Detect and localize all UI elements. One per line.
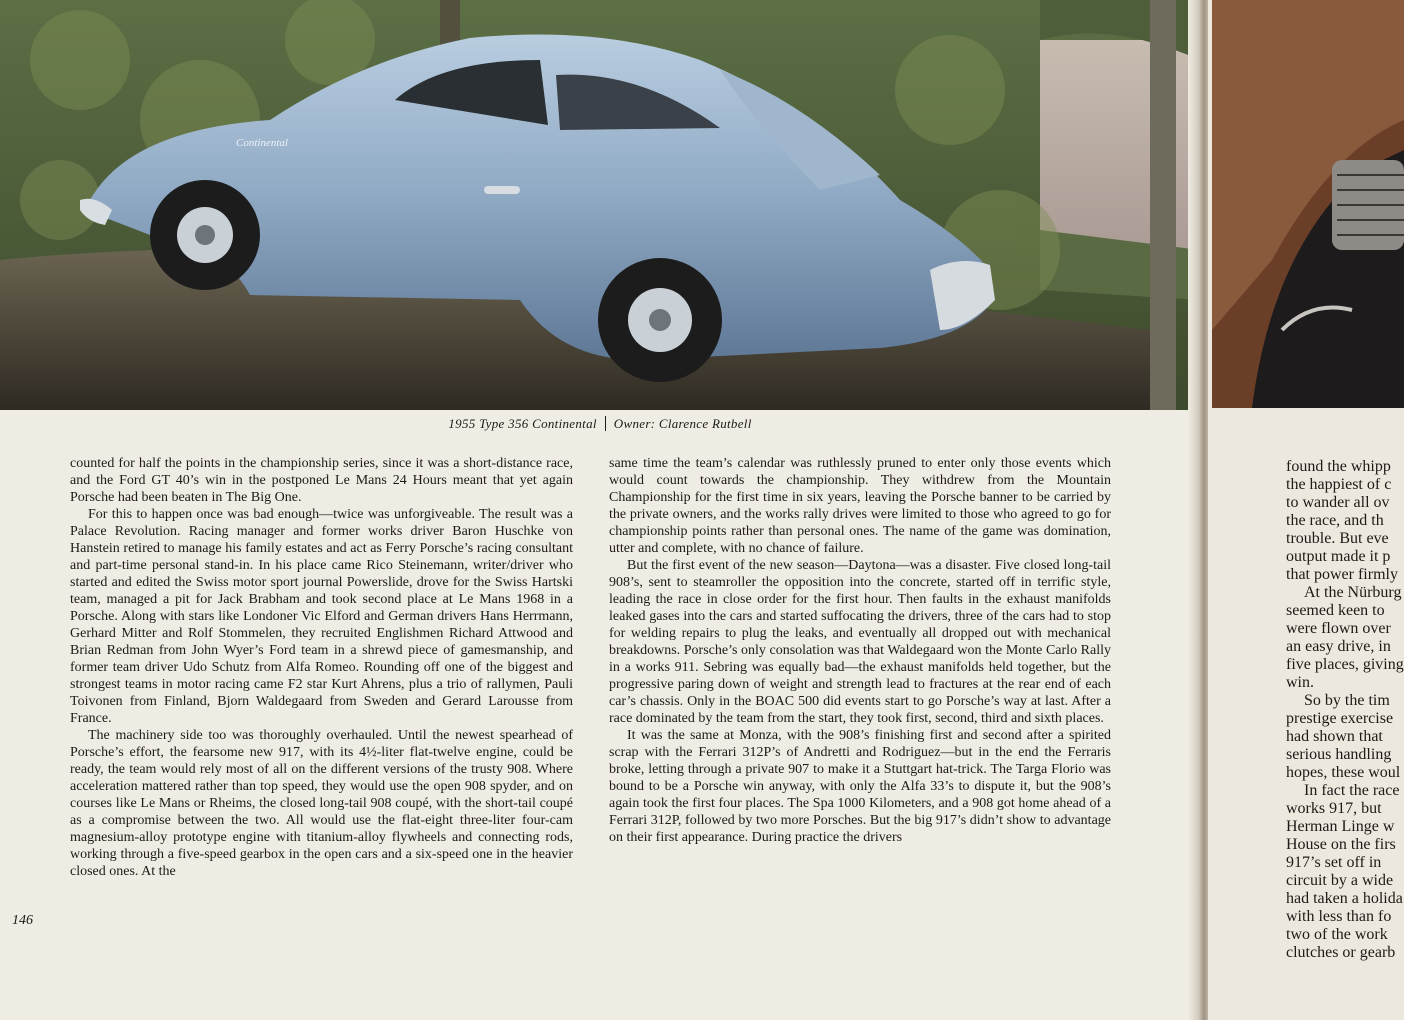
paragraph: same time the team’s calendar was ruthlessly pruned to enter only those events which would count towards the championship. They withdrew from the Mountain Championship for the first time in six years, leaving the Porsche banner to be carried by the private owners, and the works rally drives were limited to those who agreed to go for championship points rather than personal ones. The name of the game was domination, utter and complete, with no chance of failure.	[609, 456, 1111, 556]
caption-owner: Owner: Clarence Rutbell	[613, 416, 752, 431]
column3-line: House on the firs	[1286, 836, 1396, 853]
tree-trunk	[1150, 0, 1176, 410]
caption-divider	[605, 416, 606, 431]
rear-wheel	[598, 258, 722, 382]
column3-line: Herman Linge w	[1286, 818, 1395, 835]
column3-line: clutches or gearb	[1286, 944, 1396, 961]
paragraph: counted for half the points in the championship series, since it was a short-distance race, and the Ford GT 40’s win in the postponed Le Mans 24 Hours meant that yet again Porsche had been beaten in The Big One.	[70, 456, 573, 505]
column3-line: an easy drive, in	[1286, 638, 1391, 655]
column3-line: works 917, but	[1286, 800, 1382, 817]
column3-line: two of the work	[1286, 926, 1388, 943]
column3-line: that power firmly	[1286, 566, 1398, 583]
right-page-photo	[1212, 0, 1404, 408]
text-column-1	[70, 455, 573, 880]
column3-line: serious handling	[1286, 746, 1392, 763]
paragraph: The machinery side too was thoroughly overhauled. Until the newest spearhead of Porsche’s effort, the fearsome new 917, with its 4½-liter flat-twelve engine, could be ready, the team would rely most of all on the different versions of the trusty 908. Where acceleration mattered rather than top speed, they would use the open 908 spyder, and on courses like Le Mans or Rheims, the closed long-tail 908 coupé, with the short-tail coupé as a compromise between the two. All would use the flat-eight three-liter four-cam magnesium-alloy prototype engine with titanium-alloy flywheels and connecting rods, working through a five-speed gearbox in the open cars and a six-speed one in the heavier closed ones. At the	[70, 728, 573, 879]
column3-line: the happiest of c	[1286, 476, 1392, 493]
column3-line: seemed keen to	[1286, 602, 1385, 619]
column3-line: circuit by a wide	[1286, 872, 1394, 889]
front-wheel	[150, 180, 260, 290]
paragraph: But the first event of the new season—Daytona—was a disaster. Five closed long-tail 908’s, sent to steamroller the opposition into the concrete, started off in terrific style, leading the race in close order for the first hour. Then faults in the exhaust manifolds leaked gases into the cars and started suffocating the drivers, three of the cars had to stop for welding repairs to plug the leaks, and eventually all dropped out with mechanical breakdowns. Porsche’s only consolation was that Waldegaard won the Monte Carlo Rally in a works 911. Sebring was equally bad—the exhaust manifolds held together, but the progressive paring down of weight and strength lead to fractures at the rear end of each car’s chassis. Only in the BOAC 500 did events start to go Porsche’s way at last. After a race dominated by the team from the start, they took first, second, third and sixth places.	[609, 558, 1111, 726]
column3-line: five places, giving	[1286, 656, 1404, 673]
paragraph: For this to happen once was bad enough—twice was unforgiveable. The result was a Palace Revolution. Racing manager and former works driver Baron Huschke von Hanstein retired to manage his family estates and act as Ferry Porsche’s racing consultant and part-time personal stand-in. In his place came Rico Steinemann, writer/driver who started and edited the Swiss motor sport journal Powerslide, drove for the Swiss Hartski team, managed a pit for Jack Brabham and took second place at Le Mans 1968 in a Porsche. Along with stars like Londoner Vic Elford and German drivers Hans Herrmann, Gerhard Mitter and Rolf Stommelen, they recruited Englishmen Richard Attwood and Brian Redman from John Wyer’s Ford team in a shrewd piece of gamesmanship, and former team driver Udo Schutz from Alfa Romeo. Rounding off one of the biggest and strongest teams in motor racing came F2 star Kurt Ahrens, plus a trio of rallymen, Pauli Toivonen from Finland, Bjorn Waldegaard from Sweden and Gerard Larousse from France.	[70, 507, 573, 726]
text-column-2	[609, 455, 1111, 846]
column3-line: to wander all ov	[1286, 494, 1390, 511]
column3-line: So by the tim	[1304, 692, 1390, 709]
continental-badge: Continental	[236, 137, 288, 149]
car-photo	[0, 0, 1200, 410]
porsche-356-illustration	[0, 0, 1200, 410]
caption-model: 1955 Type 356 Continental	[448, 416, 597, 431]
page-number: 146	[12, 913, 33, 928]
car-closeup-illustration	[1212, 0, 1404, 408]
column3-line: trouble. But eve	[1286, 530, 1389, 547]
photo-caption	[0, 416, 1200, 432]
paragraph: It was the same at Monza, with the 908’s finishing first and second after a spirited scrap with the Ferrari 312P’s of Andretti and Rodriguez—but in the end the Ferraris broke, letting through a private 907 to make it a Stuttgart hat-trick. The Targa Florio was bound to be a Porsche win anyway, with only the Alfa 33’s to dispute it, but the 908’s again took the first four places. The Spa 1000 Kilometers, and a 908 got home ahead of a Ferrari 312P, followed by two more Porsches. But the big 917’s didn’t show to advantage on their first appearance. During practice the drivers	[609, 728, 1111, 845]
column3-line: output made it p	[1286, 548, 1391, 565]
text-column-3	[1286, 458, 1404, 978]
column3-line: the race, and th	[1286, 512, 1384, 529]
column3-line: found the whipp	[1286, 458, 1391, 475]
column3-line: In fact the race	[1304, 782, 1400, 799]
column3-line: prestige exercise	[1286, 710, 1394, 727]
column3-line: 917’s set off in	[1286, 854, 1382, 871]
column3-line: had shown that	[1286, 728, 1383, 745]
column3-line: win.	[1286, 674, 1314, 691]
column3-line: with less than fo	[1286, 908, 1392, 925]
column3-line: hopes, these woul	[1286, 764, 1401, 781]
column3-line: At the Nürburg	[1304, 584, 1402, 601]
column3-line: were flown over	[1286, 620, 1391, 637]
column3-line: had taken a holida	[1286, 890, 1403, 907]
